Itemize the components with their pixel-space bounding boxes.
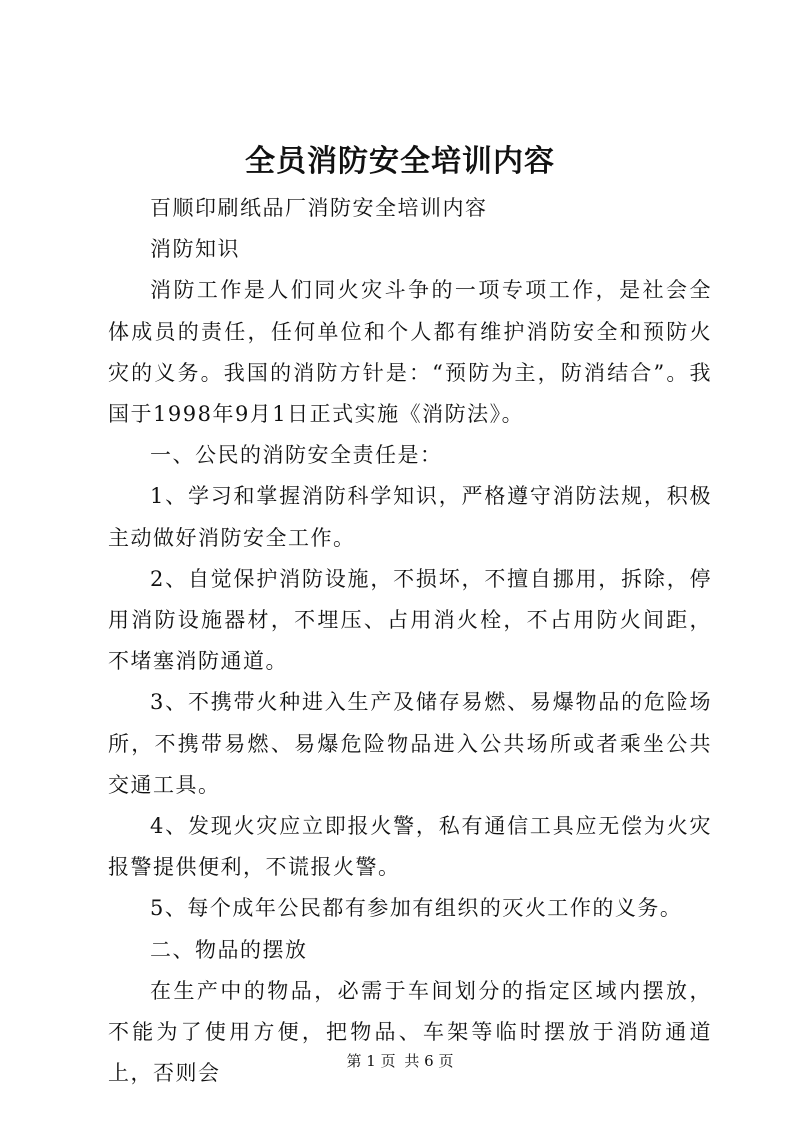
paragraph-item-3: 3、不携带火种进入生产及储存易燃、易爆物品的危险场所，不携带易燃、易爆危险物品进入公共场所或者乘坐公共交通工具。 [108,690,712,797]
paragraph-heading-placement: 二、物品的摆放 [150,937,308,962]
page-footer [0,1050,800,1072]
paragraph-heading-responsibility: 一、公民的消防安全责任是： [150,443,443,468]
document-body [108,188,712,1094]
page-total: 共 6 页 [404,1052,454,1070]
paragraph-item-4: 4、发现火灾应立即报火警，私有通信工具应无偿为火灾报警提供便利，不谎报火警。 [108,814,712,880]
paragraph-section-heading: 消防知识 [150,237,240,262]
document-title: 全员消防安全培训内容 [245,144,555,179]
paragraph-item-1: 1、学习和掌握消防科学知识，严格遵守消防法规，积极主动做好消防安全工作。 [108,484,712,550]
paragraph-placement: 在生产中的物品，必需于车间划分的指定区域内摆放，不能为了使用方便，把物品、车架等临时摆放于消防通道上，否则会 [108,978,712,1086]
paragraph-intro: 消防工作是人们同火灾斗争的一项专项工作，是社会全体成员的责任，任何单位和个人都有维护消防安全和预防火灾的义务。我国的消防方针是：“预防为主，防消结合”。我国于1998年9月1日正式实施《消防法》。 [108,278,712,427]
paragraph-item-2: 2、自觉保护消防设施，不损坏，不擅自挪用，拆除，停用消防设施器材，不埋压、占用消火栓，不占用防火间距，不堵塞消防通道。 [108,566,712,674]
paragraph-item-5: 5、每个成年公民都有参加有组织的灭火工作的义务。 [150,896,683,921]
paragraph-subtitle: 百顺印刷纸品厂消防安全培训内容 [150,196,488,220]
page-number: 第 1 页 [346,1052,396,1070]
